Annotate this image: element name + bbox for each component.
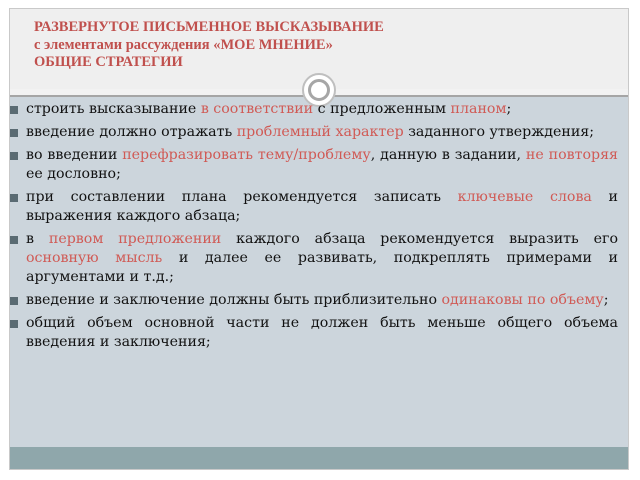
strategy-item: [10, 291, 618, 310]
item-text: в: [26, 231, 49, 247]
item-text: ее дословно;: [26, 166, 121, 182]
item-text: , данную в задании,: [370, 147, 526, 163]
strategy-item: [10, 230, 618, 287]
strategy-item: [10, 123, 618, 142]
item-text: введение должно отражать: [26, 124, 237, 140]
highlighted-phrase: перефразировать тему/проблему: [122, 147, 371, 163]
highlighted-phrase: проблемный характер: [236, 124, 404, 140]
highlighted-phrase: ключевые слова: [457, 189, 592, 205]
strategy-item: [10, 100, 618, 119]
item-text: ;: [603, 292, 609, 308]
highlighted-phrase: основную мысль: [26, 250, 163, 266]
highlighted-phrase: не повторяя: [525, 147, 618, 163]
highlighted-phrase: первом предложении: [48, 231, 222, 247]
highlighted-phrase: одинаковы по объему: [441, 292, 604, 308]
item-text: ;: [506, 101, 512, 117]
item-text: общий объем основной части не должен быть меньше общего объема введения и заключения;: [26, 315, 618, 350]
item-text: каждого абзаца рекомендуется выразить его: [221, 231, 618, 247]
title-line-2: с элементами рассуждения «МОЕ МНЕНИЕ»: [34, 36, 333, 53]
item-text: во введении: [26, 147, 123, 163]
item-text: заданного утверждения;: [403, 124, 595, 140]
highlighted-phrase: в соответствии: [200, 101, 314, 117]
slide-title: [34, 19, 384, 72]
footer-bar: [10, 447, 628, 469]
strategy-list: [10, 100, 618, 356]
strategy-item: [10, 314, 618, 352]
highlighted-phrase: планом: [450, 101, 507, 117]
title-line-1: РАЗВЕРНУТОЕ ПИСЬМЕННОЕ ВЫСКАЗЫВАНИЕ: [34, 19, 384, 35]
item-text: введение и заключение должны быть приблизительно: [26, 292, 442, 308]
strategy-item: [10, 188, 618, 226]
item-text: и выражения каждого абзаца;: [26, 189, 619, 224]
item-text: строить высказывание: [26, 101, 201, 117]
title-line-3: ОБЩИЕ СТРАТЕГИИ: [34, 54, 183, 70]
strategy-item: [10, 146, 618, 184]
item-text: и далее ее развивать, подкреплять примерами и аргументами и т.д.;: [26, 250, 618, 285]
item-text: с предложенным: [313, 101, 451, 117]
item-text: при составлении плана рекомендуется записать: [26, 189, 458, 205]
